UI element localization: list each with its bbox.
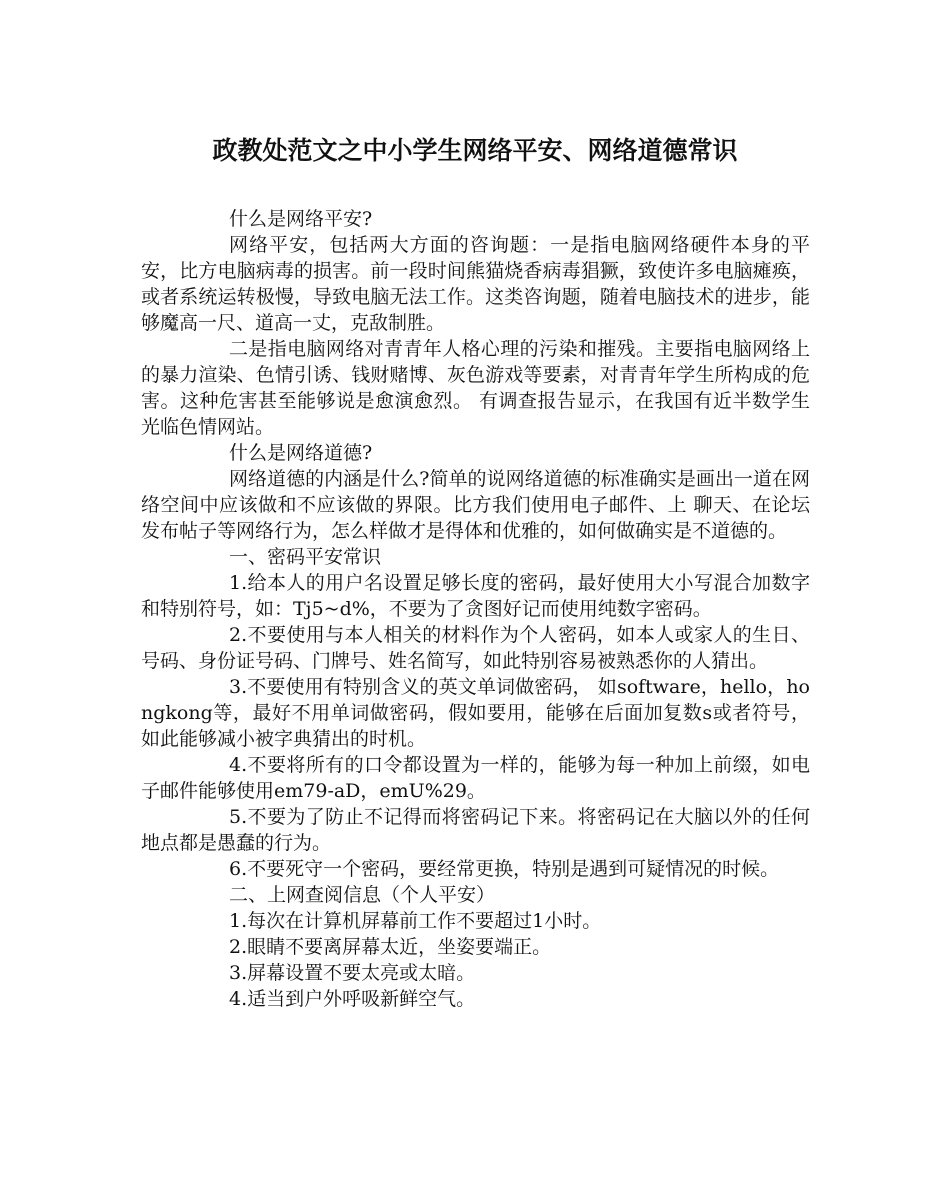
paragraph: 网络道德的内涵是什么?简单的说网络道德的标准确实是画出一道在网络空间中应该做和不应该做的界限。比方我们使用电子邮件、上 聊天、在论坛发布帖子等网络行为，怎么样做才是得体和优雅的，如何做确实是不道德的。 xyxy=(141,468,810,542)
paragraph: 3.屏幕设置不要太亮或太暗。 xyxy=(229,962,476,984)
paragraph: 二是指电脑网络对青青年人格心理的污染和摧残。主要指电脑网络上的暴力渲染、色情引诱、钱财赌博、灰色游戏等要素，对青青年学生所构成的危害。这种危害甚至能够说是愈演愈烈。 有调查报告显示，在我国有近半数学生光临色情网站。 xyxy=(141,338,810,438)
paragraph: 什么是网络平安? xyxy=(229,208,373,230)
paragraph: 2.不要使用与本人相关的材料作为个人密码，如本人或家人的生日、号码、身份证号码、门牌号、姓名简写，如此特别容易被熟悉你的人猜出。 xyxy=(141,624,810,672)
paragraph: 1.每次在计算机屏幕前工作不要超过1小时。 xyxy=(229,910,602,932)
paragraph: 2.眼睛不要离屏幕太近，坐姿要端正。 xyxy=(229,936,552,958)
paragraph: 4.适当到户外呼吸新鲜空气。 xyxy=(229,988,476,1010)
paragraph: 3.不要使用有特别含义的英文单词做密码， 如software，hello，hongkong等，最好不用单词做密码，假如要用，能够在后面加复数s或者符号，如此能够减小被字典猜出的时机。 xyxy=(141,676,810,750)
section-heading: 一、密码平安常识 xyxy=(229,546,382,568)
paragraph: 1.给本人的用户名设置足够长度的密码，最好使用大小写混合加数字和特别符号，如：Tj5~d%，不要为了贪图好记而使用纯数字密码。 xyxy=(141,572,810,620)
section-heading: 二、上网查阅信息（个人平安） xyxy=(229,884,496,906)
paragraph: 5.不要为了防止不记得而将密码记下来。将密码记在大脑以外的任何地点都是愚蠢的行为。 xyxy=(141,806,810,854)
paragraph: 什么是网络道德? xyxy=(229,442,373,464)
document-body xyxy=(141,206,810,1012)
paragraph: 网络平安，包括两大方面的咨询题：一是指电脑网络硬件本身的平安，比方电脑病毒的损害。前一段时间熊猫烧香病毒猖獗，致使许多电脑瘫痪，或者系统运转极慢，导致电脑无法工作。这类咨询题，随着电脑技术的进步，能够魔高一尺、道高一丈，克敌制胜。 xyxy=(141,234,810,334)
paragraph: 6.不要死守一个密码，要经常更换，特别是遇到可疑情况的时候。 xyxy=(229,858,780,880)
paragraph: 4.不要将所有的口令都设置为一样的，能够为每一种加上前缀，如电子邮件能够使用em79-aD，emU%29。 xyxy=(141,754,810,802)
document-title: 政教处范文之中小学生网络平安、网络道德常识 xyxy=(212,136,738,165)
